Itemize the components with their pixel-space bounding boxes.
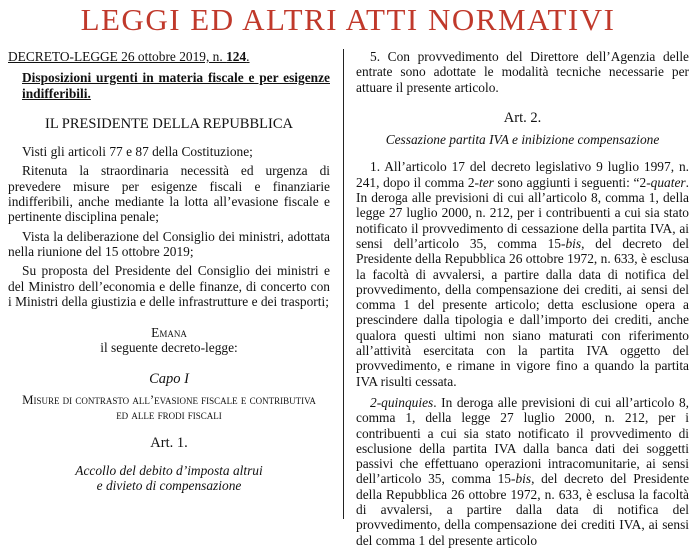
article-1-title: Accollo del debito d’imposta altrui e divieto di compensazione bbox=[75, 462, 263, 494]
article-2-comma-1: 1. All’articolo 17 del decreto legislativo 9 luglio 1997, n. 241, dopo il comma 2-ter sono aggiunti i seguenti: “2-quater. In deroga alle previsioni di cui all’articolo 8, comma 1, della legge 27 luglio 2000, n. 212, per i contribuenti a cui sia stato notificato il provvedimento di cessazione della partita IVA, ai sensi dell’articolo 35, comma 15-bis, del decreto del Presidente della Repubblica 26 ottobre 1972, n. 633, è esclusa la facoltà di avvalersi, a partire dalla data di notifica del provvedimento, della compensazione dei crediti, ai sensi del comma 1 del presente articolo; detta esclusione opera a prescindere dalla tipologia e dall’importo dei crediti, anche qualora questi ultimi non siano maturati con riferimento all’attività esercitata con la partita IVA oggetto del provvedimento, e rimane in vigore fino a quando la partita IVA risulti cessata. bbox=[356, 159, 689, 389]
decree-heading: DECRETO-LEGGE 26 ottobre 2019, n. 124. bbox=[8, 49, 250, 64]
capo-heading: Capo I bbox=[149, 370, 189, 387]
article-1-heading: Art. 1. bbox=[150, 434, 188, 451]
column-divider bbox=[343, 49, 344, 519]
recital-3: Vista la deliberazione del Consiglio dei ministri, adottata nella riunione del 15 ottobre 2019; bbox=[8, 228, 330, 259]
emana-label: Emana bbox=[151, 325, 187, 341]
left-column bbox=[8, 49, 330, 519]
article-2-comma-2-quinquies: 2-quinquies. In deroga alle previsioni di cui all’articolo 8, comma 1, della legge 27 luglio 2000, n. 212, per i contribuenti a cui sia stato notificato il provvedimento di esclusione della partita IVA dalla banca dati dei soggetti passivi che effettuano operazioni intracomunitarie, ai sensi dell’articolo 35, comma 15-bis, del decreto del Presidente della Repubblica 26 ottobre 1972, n. 633, è esclusa la facoltà di avvalersi, a partire dalla data di notifica del provvedimento, della compensazione dei crediti IVA, ai sensi del comma 1 del presente articolo bbox=[356, 394, 690, 548]
recital-4: Su proposta del Presidente del Consiglio dei ministri e del Ministro dell’economia e delle finanze, di concerto con i Ministri della giustizia e delle infrastrutture e dei trasporti; bbox=[8, 263, 330, 309]
decree-subtitle: Disposizioni urgenti in materia fiscale e per esigenze indifferibili. bbox=[22, 70, 330, 101]
recital-2: Ritenuta la straordinaria necessità ed urgenza di prevedere misure per esigenze fiscali e finanziarie indifferibili, anche mediante la lotta all’evasione fiscale e pertinente disciplina penale; bbox=[8, 163, 330, 225]
article-paragraph-5: 5. Con provvedimento del Direttore dell’Agenzia delle entrate sono adottate le modalità tecniche necessarie per attuare il presente articolo. bbox=[356, 49, 689, 95]
article-2-title: Cessazione partita IVA e inibizione compensazione bbox=[385, 132, 660, 148]
capo-title: Misure di contrasto all’evasione fiscale e contributiva ed alle frodi fiscali bbox=[22, 393, 316, 423]
president-heading: IL PRESIDENTE DELLA REPUBBLICA bbox=[45, 115, 293, 132]
emana-subtitle: il seguente decreto-legge: bbox=[100, 340, 238, 356]
recital-1: Visti gli articoli 77 e 87 della Costituzione; bbox=[22, 144, 253, 160]
article-2-heading: Art. 2. bbox=[503, 109, 542, 126]
right-column bbox=[356, 49, 690, 548]
masthead-title: LEGGI ED ALTRI ATTI NORMATIVI bbox=[80, 2, 616, 37]
